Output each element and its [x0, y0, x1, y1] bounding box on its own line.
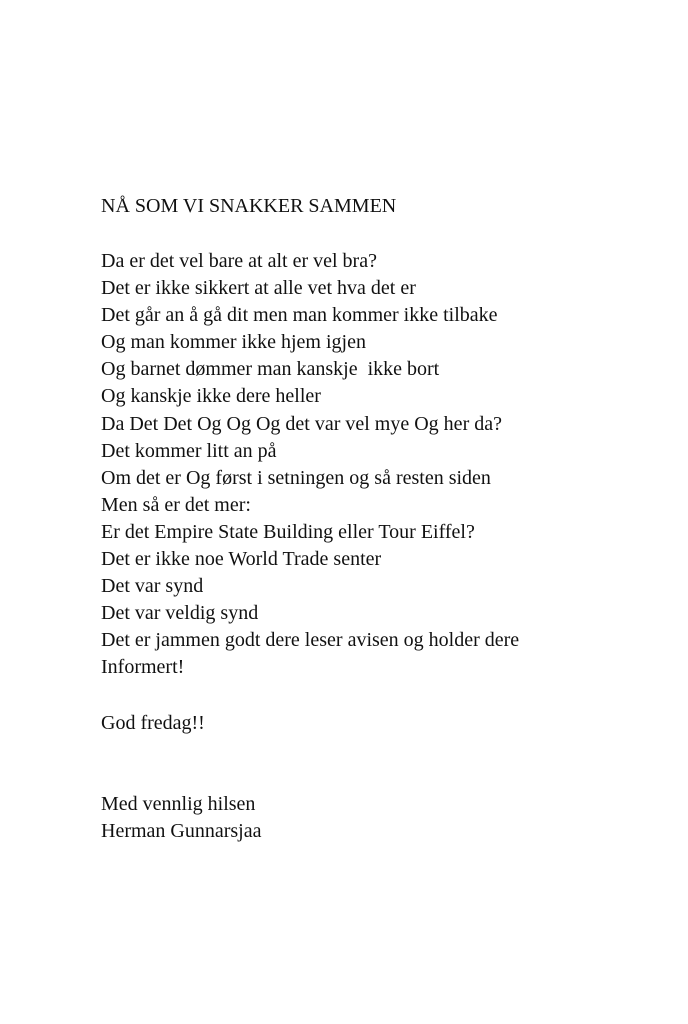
- poem-line: Men så er det mer:: [101, 493, 251, 516]
- signoff: [101, 791, 262, 845]
- greeting: God fredag!!: [101, 712, 205, 734]
- poem-line: Er det Empire State Building eller Tour Eiffel?: [101, 520, 475, 543]
- poem-line: Det er jammen godt dere leser avisen og holder dere: [101, 629, 520, 652]
- closing-text: Med vennlig hilsen: [101, 793, 256, 815]
- poem-line: Og barnet dømmer man kanskje ikke bort: [101, 358, 440, 381]
- poem-line: Det kommer litt an på: [101, 439, 277, 462]
- poem-line: Og kanskje ikke dere heller: [101, 385, 321, 408]
- poem-body: [101, 248, 661, 682]
- poem-line: Det var veldig synd: [101, 602, 259, 625]
- poem-line: Og man kommer ikke hjem igjen: [101, 331, 366, 354]
- poem-line: Det går an å gå dit men man kommer ikke tilbake: [101, 304, 498, 327]
- poem-line: Da Det Det Og Og Og det var vel mye Og her da?: [101, 412, 502, 435]
- poem-line: Informert!: [101, 656, 185, 679]
- poem-line: Om det er Og først i setningen og så resten siden: [101, 466, 491, 489]
- document-title: NÅ SOM VI SNAKKER SAMMEN: [101, 195, 397, 217]
- poem-line: Det er ikke sikkert at alle vet hva det er: [101, 277, 416, 300]
- poem-line: Da er det vel bare at alt er vel bra?: [101, 250, 377, 272]
- author-name: Herman Gunnarsjaa: [101, 820, 262, 842]
- poem-line: Det var synd: [101, 575, 204, 598]
- poem-line: Det er ikke noe World Trade senter: [101, 548, 382, 571]
